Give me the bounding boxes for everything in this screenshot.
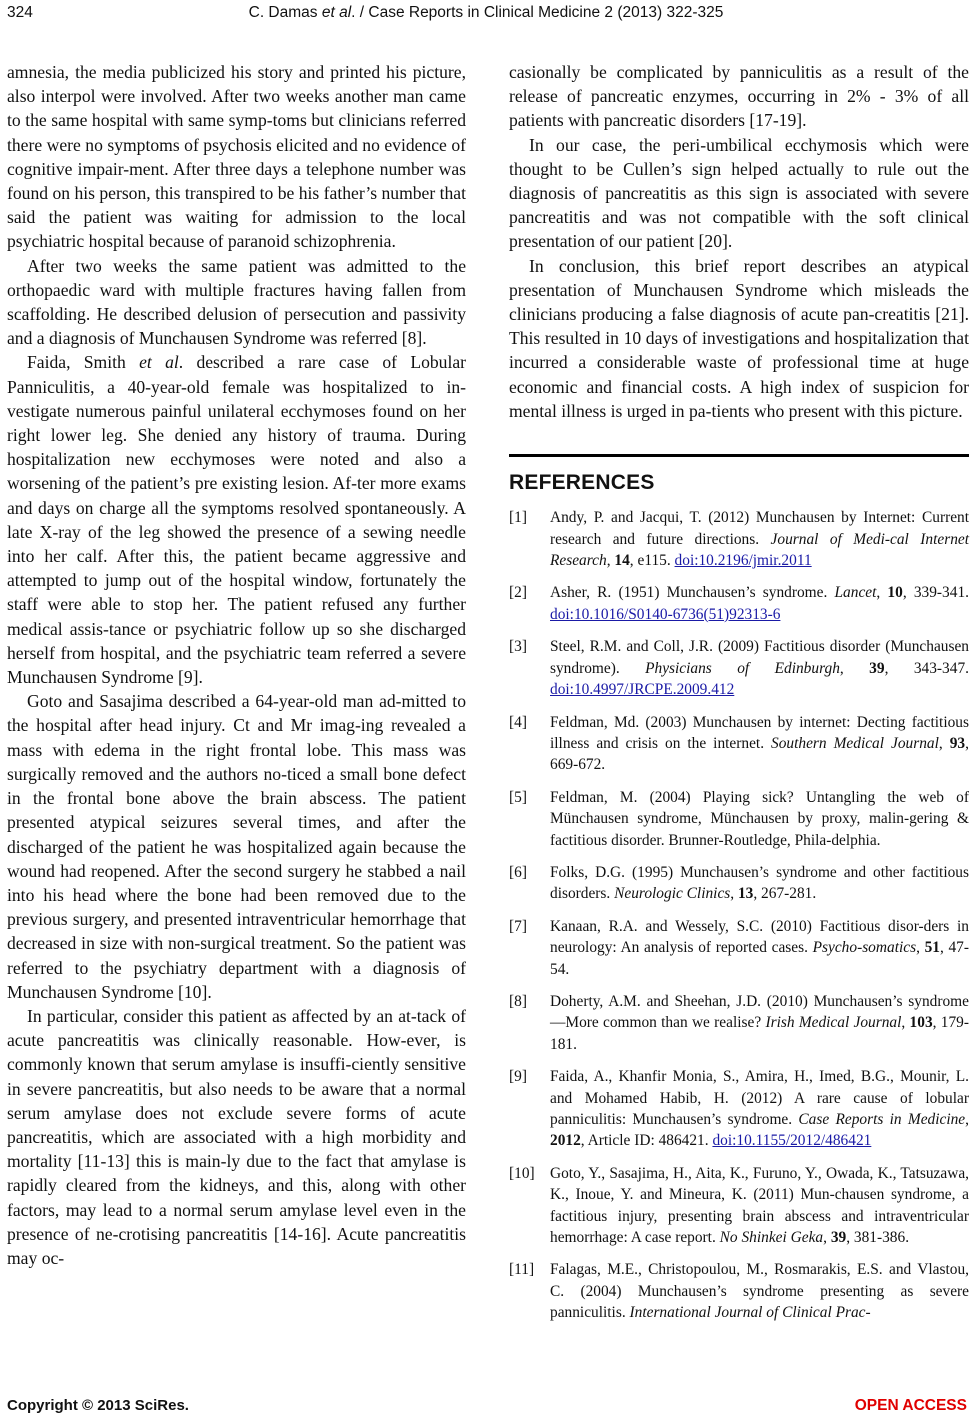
text-run: , [916,939,925,957]
reference-number: [4] [509,713,527,731]
italic-text: Lancet [834,584,877,602]
text-run: Goto, Y., Sasajima, H., Aita, K., Furuno, Y., Owada, K., Tatsuzawa, K., Inoue, Y. and Mineura, K. (2011) Mun-chausen syndrome, a factitious injury, presenting brain abscess and intraventricular hemorrhage: A case report. [550,1164,969,1247]
right-column [509,60,969,1335]
copyright-notice: Copyright © 2013 SciRes. [7,1397,189,1414]
right-paragraph-1 [509,60,969,133]
text-run: , 179-181. [550,1014,969,1053]
text-run: , [606,552,615,570]
text-run: , 47-54. [550,939,969,978]
reference-item [509,1163,969,1249]
reference-text [550,1066,969,1152]
section-divider [509,454,969,457]
bold-text: 13 [737,885,754,903]
text-run: Faida, A., Khanfir Monia, S., Amira, H., Imed, B.G., Mounir, L. and Mohamed Habib, H. (2012) A rare cause of lobular panniculitis: Munchausen’s syndrome. [550,1068,969,1128]
reference-item [509,712,969,776]
italic-text: Case Reports in Medicine [798,1111,966,1128]
reference-item [509,1066,969,1152]
bold-text: 51 [924,939,940,957]
reference-text [550,1163,969,1249]
text-run: , [876,584,888,602]
running-title-prefix: C. Damas [248,4,322,21]
bold-text: 10 [887,584,903,602]
text-run: , e115. [629,552,675,570]
italic-text: Journal of Medi-cal Internet Research [550,530,969,570]
text-run: Kanaan, R.A. and Wessely, S.C. (2010) Factitious disor-ders in neurology: An analysis of reported cases. [550,917,969,957]
text-run: casionally be complicated by panniculitis as a result of the release of pancreatic enzymes, occurring in 2% - 3% of all patients with pancreatic disorders [17-19]. [509,62,969,131]
text-run: Feldman, M. (2004) Playing sick? Untangling the web of Münchausen syndrome, Münchausen by proxy, malin-gering & factitious disorder. Brunner-Routledge, Phila-delphia. [550,788,969,849]
text-run: After two weeks the same patient was admitted to the orthopaedic ward with multiple fractures having fallen from scaffolding. He described delusion of persecution and passivity and a diagnosis of Munchausen Syndrome was referred [8]. [7,255,466,349]
text-run: , [965,1111,970,1128]
left-paragraph-1 [7,60,466,254]
text-run: Andy, P. and Jacqui, T. (2012) Munchausen by Internet: Current research and future directions. [550,509,969,548]
text-run: , [730,885,738,903]
text-run: , Article ID: 486421. [580,1132,713,1150]
reference-text [550,787,969,851]
text-run: . described a rare case of Lobular Panniculitis, a 40-year-old female was hospitalized to in-vestigate numerous painful unilateral ecchymoses found on her right lower leg. She denied any history of trauma. During hospitalization new ecchymoses were noted and also a worsening of the patient’s pre existing lesion. Af-ter more exams and days on charge all the symptoms resolved spontaneously. A late X-ray of the leg showed the presence of a sewing needle into her calf. After this, the patient became aggressive and attempted to jump out of the hospital window, fortunately the staff were able to stop her. The patient refused any further medical assis-tance or psychiatric follow up so she discharged herself from hospital, and the psychiatric team referred a severe Munchausen Syndrome [9]. [7,352,467,688]
reference-item [509,862,969,905]
italic-text: Psycho-somatics [812,939,917,957]
text-run: , 343-347. [884,659,969,677]
references-heading: REFERENCES [509,471,655,495]
text-run: , 339-341. [902,584,969,602]
text-run: Feldman, Md. (2003) Munchausen by internet: Decting factitious illness and crisis on the internet. [550,713,969,752]
text-run: Doherty, A.M. and Sheehan, J.D. (2010) Munchausen’s syndrome—More common than we realise? [550,992,969,1032]
reference-number: [9] [509,1068,527,1086]
reference-number: [6] [509,863,527,881]
reference-list [509,507,969,1323]
reference-text [550,582,969,625]
italic-text: Neurologic Clinics [614,885,731,903]
reference-text [550,916,969,980]
italic-text: Southern Medical Journal [771,734,939,752]
left-paragraph-2 [7,254,466,351]
left-paragraph-3 [7,350,466,689]
reference-number: [2] [509,584,527,602]
reference-number: [1] [509,509,527,527]
bold-text: 93 [949,734,966,752]
text-run: In our case, the peri-umbilical ecchymosis which were thought to be Cullen’s sign helped actually to rule out the diagnosis of pancreatitis as this sign is associated with severe pancreatitis and was not compatible with the soft clinical presentation of our patient [20]. [509,134,969,252]
reference-number: [3] [509,638,527,656]
left-column [7,60,466,1270]
reference-text [550,712,969,776]
text-run: In particular, consider this patient as affected by an at-tack of acute pancreatitis was clinically reasonable. How-ever, is commonly known that serum amylase is insuffi-ciently sensitive in severe pancreatitis, but also needs to be aware that a normal serum amylase does not exclude severe forms of acute pancreatitis, which are associated with a high morbidity and mortality [11-13] this is main-ly due to the fact that amylase is rapidly cleared from the kidneys, and this, along with other factors, may lead to a normal serum amylase level even in the presence of ne-crotising pancreatitis [14-16]. Acute pancreatitis may oc- [7,1005,466,1268]
bold-text: 2012 [550,1132,581,1150]
reference-text [550,862,969,905]
left-paragraph-4 [7,689,466,1004]
page-number: 324 [7,4,33,21]
doi-link[interactable]: doi:10.4997/JRCPE.2009.412 [550,681,735,699]
text-run: , [901,1014,910,1032]
reference-item [509,582,969,625]
italic-text: Physicians of Edinburgh [645,659,840,677]
text-run: , 267-281. [753,885,817,903]
right-paragraph-2 [509,133,969,254]
reference-item [509,916,969,980]
italic-text: Irish Medical Journal [765,1014,902,1032]
doi-link[interactable]: doi:10.1016/S0140-6736(51)92313-6 [550,605,781,623]
text-run: Falagas, M.E., Christopoulou, M., Rosmarakis, E.S. and Vlastou, C. (2004) Munchausen’s syndrome presenting as severe panniculitis. [550,1261,969,1322]
running-title-etal: et al [321,4,352,21]
reference-number: [7] [509,917,527,935]
reference-item [509,1259,969,1323]
text-run: amnesia, the media publicized his story and printed his picture, also interpol were involved. After two weeks another man came to the same hospital with same symp-toms but clinicians referred there were no symptoms of psychosis elicited and no evidence of cognitive impair-ment. After three days a telephone number was found on his person, this transpired to be his father’s number that said the patient was waiting for admission to the local psychiatric hospital because of paranoid schizophrenia. [7,62,466,252]
open-access-label: OPEN ACCESS [854,1397,967,1414]
reference-text [550,507,969,571]
reference-item [509,787,969,851]
right-paragraph-3 [509,254,969,423]
bold-text: 103 [909,1014,933,1032]
reference-number: [5] [509,788,527,806]
bold-text: 39 [830,1229,847,1247]
text-run: Goto and Sasajima described a 64-year-old man ad-mitted to the hospital after head injury. Ct and Mr imag-ing revealed a mass with edema in the right frontal lobe. This mass was surgically removed and the authors no-ticed a small bone defect in the frontal bone above the brain abscess. The patient presented atypical seizures several times, and after the discharged of the patient he was hospitalized again because the wound had reopened. After the second surgery he stabbed a nail into his head where the bone had been removed due to the previous surgery, and presented intraventricular hemorrhage that decreased in size with non-surgical treatment. So the patient was referred to the psychiatry department with a diagnosis of Munchausen Syndrome [10]. [7,691,466,1002]
reference-item [509,507,969,571]
doi-link[interactable]: doi:10.2196/jmir.2011 [674,552,812,570]
reference-item [509,636,969,700]
right-column-body [509,60,969,423]
bold-text: 39 [869,659,885,677]
text-run: Steel, R.M. and Coll, J.R. (2009) Factitious disorder (Munchausen syndrome). [550,638,969,677]
reference-number: [10] [509,1164,535,1182]
reference-number: [8] [509,992,527,1010]
text-run: , [938,734,950,752]
text-run: , [839,659,870,677]
text-run: , [823,1229,831,1247]
italic-text: et al [139,352,179,373]
reference-text [550,1259,969,1323]
reference-number: [11] [509,1261,535,1279]
italic-text: International Journal of Clinical Prac- [629,1304,871,1322]
text-run: Folks, D.G. (1995) Munchausen’s syndrome and other factitious disorders. [550,863,969,903]
text-run: Faida, Smith [27,352,140,373]
bold-text: 14 [614,552,630,570]
reference-text [550,991,969,1055]
running-title-suffix: . / Case Reports in Clinical Medicine 2 (2013) 322-325 [351,4,724,21]
reference-text [550,636,969,700]
reference-item [509,991,969,1055]
italic-text: No Shinkei Geka [719,1229,824,1247]
text-run: , 669-672. [550,734,969,774]
text-run: , 381-386. [846,1229,910,1247]
left-paragraph-5 [7,1004,466,1270]
text-run: Asher, R. (1951) Munchausen’s syndrome. [550,584,835,602]
text-run: In conclusion, this brief report describes an atypical presentation of Munchausen Syndrome which misleads the clinicians producing a false diagnosis of acute pan-creatitis [21]. This resulted in 10 days of investigations and hospitalization that incurred a considerable waste of professional time at huge economic and financial costs. A high index of suspicion for mental illness is urged in pa-tients who present with this picture. [509,255,969,421]
doi-link[interactable]: doi:10.1155/2012/486421 [712,1132,872,1150]
running-title [0,4,972,22]
